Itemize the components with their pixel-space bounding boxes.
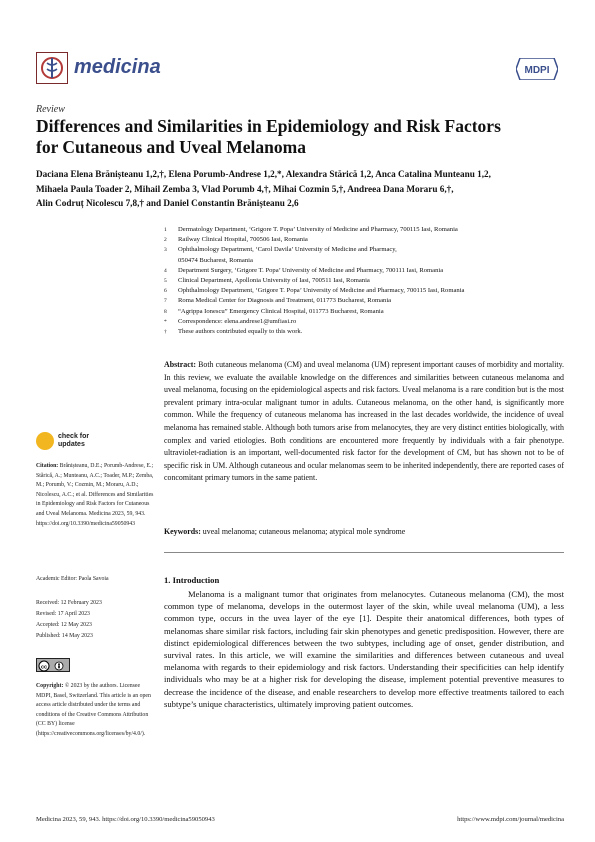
mdpi-logo-text: MDPI (524, 65, 550, 76)
introduction-heading: 1. Introduction (164, 575, 220, 585)
academic-editor: Academic Editor: Paola Savoia (36, 576, 109, 582)
affiliation-text: Ophthalmology Department, ‘Grigore T. Popa’ University of Medicine and Pharmacy, 700115 Iasi, Romania (178, 287, 465, 295)
copyright-text: © 2023 by the authors. Licensee MDPI, Basel, Switzerland. This article is an open access article distributed under the terms and conditions of the Creative Commons Attribution (CC BY) license (https://creativecommons.org/licenses/by/4.0/). (36, 683, 151, 737)
affiliation-text: These authors contributed equally to this work. (178, 328, 303, 336)
journal-name: medicina (74, 56, 161, 78)
keywords (164, 527, 564, 536)
affiliation-item (164, 276, 564, 286)
author-list (36, 167, 566, 211)
check-updates-line-1: check for (58, 433, 90, 440)
affiliation-item (164, 256, 564, 266)
affiliation-item (164, 307, 564, 317)
check-updates-icon (36, 432, 54, 450)
received-date: Received: 12 February 2023 (36, 600, 102, 606)
affiliations (164, 225, 564, 337)
article-title (36, 116, 566, 158)
affiliation-item (164, 225, 564, 235)
published-date: Published: 14 May 2023 (36, 633, 93, 639)
caduceus-icon (37, 53, 67, 83)
article-type: Review (36, 104, 65, 115)
affiliation-text: Dermatology Department, ‘Grigore T. Popa’ University of Medicine and Pharmacy, 700115 Iasi, Romania (178, 226, 458, 233)
mdpi-logo (516, 58, 558, 80)
affiliation-text: “Agrippa Ionescu” Emergency Clinical Hospital, 011773 Bucharest, Romania (178, 307, 384, 315)
abstract (164, 359, 564, 485)
affiliation-number: 1 (164, 227, 167, 233)
affiliation-number: 8 (164, 308, 167, 315)
keywords-label: Keywords: (164, 527, 201, 536)
affiliation-item (164, 266, 564, 276)
citation (36, 462, 156, 529)
affiliation-number: * (164, 318, 167, 325)
affiliation-number: 5 (164, 278, 167, 285)
affiliation-text: Roma Medical Center for Diagnosis and Treatment, 011773 Bucharest, Romania (178, 297, 392, 305)
affiliation-number: 7 (164, 298, 167, 305)
abstract-label: Abstract: (164, 360, 196, 369)
affiliation-item (164, 235, 564, 245)
footer-citation: Medicina 2023, 59, 943. https://doi.org/10.3390/medicina59050943 (36, 816, 215, 823)
affiliation-number: † (164, 329, 167, 336)
title-line-2: for Cutaneous and Uveal Melanoma (36, 137, 306, 157)
author-line-2: Mihaela Paula Toader 2, Mihail Zemba 3, Vlad Porumb 4,†, Mihai Cozmin 5,†, Andreea Dana Moraru 6,†, (36, 183, 454, 194)
check-updates-line-2: updates (58, 441, 85, 448)
affiliation-number: 6 (164, 288, 167, 295)
author-line-3: Alin Codruț Nicolescu 7,8,† and Daniel Constantin Brănișteanu 2,6 (36, 198, 299, 208)
accepted-date: Accepted: 12 May 2023 (36, 622, 92, 628)
affiliation-item (164, 286, 564, 296)
citation-label: Citation: (36, 463, 59, 469)
affiliation-text: Railway Clinical Hospital, 700506 Iasi, Romania (178, 236, 308, 244)
affiliation-text: Correspondence: elena.andrese1@umfiasi.ro (178, 317, 297, 325)
copyright-label: Copyright: (36, 683, 64, 689)
author-line-1: Daciana Elena Brănișteanu 1,2,†, Elena Porumb-Andrese 1,2,*, Alexandra Stărică 1,2, Anca Catalina Munteanu 1,2, (36, 169, 491, 179)
affiliation-text: Clinical Department, Apollonia University of Iasi, 700511 Iasi, Romania (178, 277, 370, 285)
abstract-text: Both cutaneous melanoma (CM) and uveal melanoma (UM) represent important causes of morbidity and mortality. In this review, we evaluate the available knowledge on the differences and similarities between cutaneous melanoma and uveal melanoma, focusing on the epidemiological aspects and risk factors. Uveal melanoma is a rare condition but is the most prevalent primary intra-ocular malignant tumor in adults. Cutaneous melanoma, on the other hand, is significantly more common. While the frequency of cutaneous melanoma has increased in the last decades worldwide, the incidence of uveal melanoma has remained stable. Although both tumors arise from melanocytes, they are very distinct entities biologically, with complex and varied etiologies. Both conditions are encountered more frequently by individuals with a fair phenotype. ultraviolet-radiation is an important, well-documented risk factor for the development of CM, but has shown not to be of specific risk in UM. Although cutaneous and ocular melanomas seem to be inherited independently, there are reported cases of concomitant primary tumors in the same patient. (164, 360, 564, 483)
affiliation-item (164, 296, 564, 306)
cc-license-badge[interactable] (36, 658, 70, 672)
title-line-1: Differences and Similarities in Epidemiology and Risk Factors (36, 116, 501, 136)
journal-logo (36, 52, 68, 84)
affiliation-text: Department Surgery, ‘Grigore T. Popa’ University of Medicine and Pharmacy, 700111 Iasi, Romania (178, 266, 444, 274)
affiliation-text: 050474 Bucharest, Romania (178, 256, 253, 264)
citation-text: Brănișteanu, D.E.; Porumb-Andrese, E.; Stărică, A.; Munteanu, A.C.; Toader, M.P.; Zemba, M.; Porumb, V.; Cozmin, M.; Moraru, A.D.; Nicolescu, A.C.; et al. Differences and Similarities in Epidemiology and Risk Factors for Cutaneous and Uveal Melanoma. Medicina 2023, 59, 943. https://doi.org/10.3390/medicina59050943 (36, 463, 154, 527)
cc-icon (37, 660, 69, 672)
copyright (36, 682, 156, 740)
cc-badge-text: cc (40, 664, 48, 671)
footer-journal-url[interactable]: https://www.mdpi.com/journal/medicina (457, 816, 564, 823)
introduction-text: Melanoma is a malignant tumor that originates from melanocytes. Cutaneous melanoma (CM), the most common type of melanoma, develops in the outermost layer of the skin, while uveal melanoma (UM), a less common type, occurs in the uvea layer of the eye [1]. Despite their anatomical differences, both types of melanomas share similar risk factors, including fair skin phenotypes and genetic predisposition. However, there are distinct epidemiological differences between the two subtypes, including age of onset, gender distribution, and survival rates. In this article, we will examine the similarities and differences between cutaneous and uveal melanoma with regards to their epidemiology and risk factors. Understanding their specificities can help identify individuals who may be at a higher risk for developing the disease, implement potential preventive measures to decrease the incidence of the disease, and enable researchers to develop more effective treatments tailored to each subtype’s unique characteristics, ultimately improving patient outcomes. (164, 589, 564, 709)
affiliation-number: 3 (164, 247, 167, 254)
keywords-text: uveal melanoma; cutaneous melanoma; atypical mole syndrome (200, 527, 406, 536)
affiliation-number: 4 (164, 267, 167, 274)
affiliation-item (164, 245, 564, 255)
affiliation-item (164, 317, 564, 327)
affiliation-number (164, 256, 178, 266)
check-for-updates-button[interactable] (36, 432, 116, 454)
affiliation-item (164, 327, 564, 337)
revised-date: Revised: 17 April 2023 (36, 611, 90, 617)
affiliation-number: 2 (164, 237, 167, 244)
section-divider (164, 552, 564, 553)
affiliation-text: Ophthalmology Department, ‘Carol Davila’ University of Medicine and Pharmacy, (178, 246, 397, 254)
